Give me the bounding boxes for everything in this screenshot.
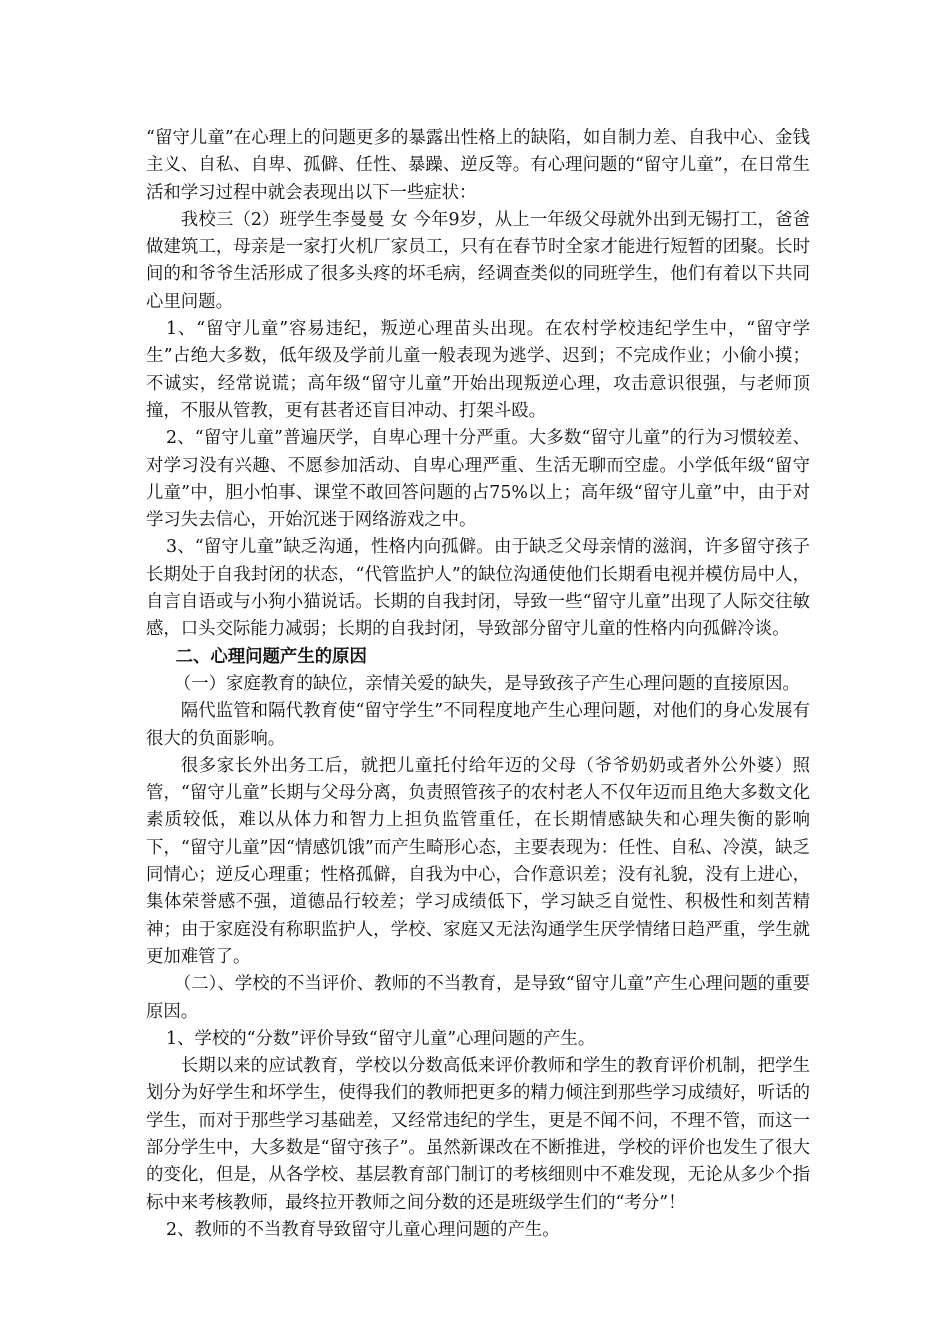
symptom-2-paragraph: 2、“留守儿童”普遍厌学，自卑心理十分严重。大多数“留守儿童”的行为习惯较差、对学习没有兴趣、不愿参加活动、自卑心理严重、生活无聊而空虚。小学低年级“留守儿童”中，胆小怕事、课堂不敢回答问题的占75%以上；高年级“留守儿童”中，由于对学习失去信心，开始沉迷于网络游戏之中。 bbox=[146, 428, 810, 531]
cause-2-point-2-paragraph: 2、教师的不当教育导致留守儿童心理问题的产生。 bbox=[166, 1219, 560, 1240]
cause-2-heading-paragraph: （二）、学校的不当评价、教师的不当教育，是导致“留守儿童”产生心理问题的重要原因。 bbox=[146, 974, 810, 1022]
cause-1-intro-paragraph: 隔代监管和隔代教育使“留守学生”不同程度地产生心理问题，对他们的身心发展有很大的负面影响。 bbox=[146, 701, 810, 749]
cause-1-detail-paragraph: 很多家长外出务工后，就把儿童托付给年迈的父母（爷爷奶奶或者外公外婆）照管，“留守儿童”长期与父母分离，负责照管孩子的农村老人不仅年迈而且绝大多数文化素质较低，难以从体力和智力上担负监管重任，在长期情感缺失和心理失衡的影响下，“留守儿童”因“情感饥饿”而产生畸形心态，主要表现为：任性、自私、冷漠，缺乏同情心；逆反心理重；性格孤僻，自我为中心，合作意识差；没有礼貌，没有上进心，集体荣誉感不强，道德品行较差；学习成绩低下，学习缺乏自觉性、积极性和刻苦精神；由于家庭没有称职监护人，学校、家庭又无法沟通学生厌学情绪日趋严重，学生就更加难管了。 bbox=[146, 755, 810, 967]
cause-2-point-1-paragraph: 1、学校的“分数”评价导致“留守儿童”心理问题的产生。 bbox=[166, 1028, 596, 1049]
symptom-1-paragraph: 1、“留守儿童”容易违纪，叛逆心理苗头出现。在农村学校违纪学生中，“留守学生”占绝大多数，低年级及学前儿童一般表现为逃学、迟到；不完成作业；小偷小摸；不诚实，经常说谎；高年级“留守儿童”开始出现叛逆心理，攻击意识很强，与老师顶撞，不服从管教，更有甚者还盲目冲动、打架斗殴。 bbox=[146, 319, 810, 421]
section-heading: 二、心理问题产生的原因 bbox=[175, 646, 367, 667]
intro-paragraph: “留守儿童”在心理上的问题更多的暴露出性格上的缺陷，如自制力差、自我中心、金钱主义、自私、自卑、孤僻、任性、暴躁、逆反等。有心理问题的“留守儿童”，在日常生活和学习过程中就会表现出以下一些症状： bbox=[146, 128, 810, 203]
document-body bbox=[146, 125, 810, 1244]
cause-2-point-1-detail-paragraph: 长期以来的应试教育，学校以分数高低来评价教师和学生的教育评价机制，把学生划分为好学生和坏学生，使得我们的教师把更多的精力倾注到那些学习成绩好，听话的学生，而对于那些学习基础差，又经常违纪的学生，更是不闻不问，不理不管，而这一部分学生中，大多数是“留守孩子”。虽然新课改在不断推进，学校的评价也发生了很大的变化，但是，从各学校、基层教育部门制订的考核细则中不难发现，无论从多少个指标中来考核教师，最终拉开教师之间分数的还是班级学生们的“考分”！ bbox=[146, 1056, 810, 1213]
case-paragraph: 我校三（2）班学生李曼曼 女 今年9岁，从上一年级父母就外出到无锡打工，爸爸做建筑工，母亲是一家打火机厂家员工，只有在春节时全家才能进行短暂的团聚。长时间的和爷爷生活形成了很多头疼的坏毛病，经调查类似的同班学生，他们有着以下共同心里问题。 bbox=[146, 209, 810, 312]
cause-1-heading-paragraph: （一）家庭教育的缺位，亲情关爱的缺失，是导致孩子产生心理问题的直接原因。 bbox=[173, 673, 800, 694]
symptom-3-paragraph: 3、“留守儿童”缺乏沟通，性格内向孤僻。由于缺乏父母亲情的滋润，许多留守孩子长期处于自我封闭的状态，“代管监护人”的缺位沟通使他们长期看电视并模仿局中人，自言自语或与小狗小猫说话。长期的自我封闭，导致一些“留守儿童”出现了人际交往敏感，口头交际能力减弱；长期的自我封闭，导致部分留守儿童的性格内向孤僻冷谈。 bbox=[146, 537, 810, 640]
